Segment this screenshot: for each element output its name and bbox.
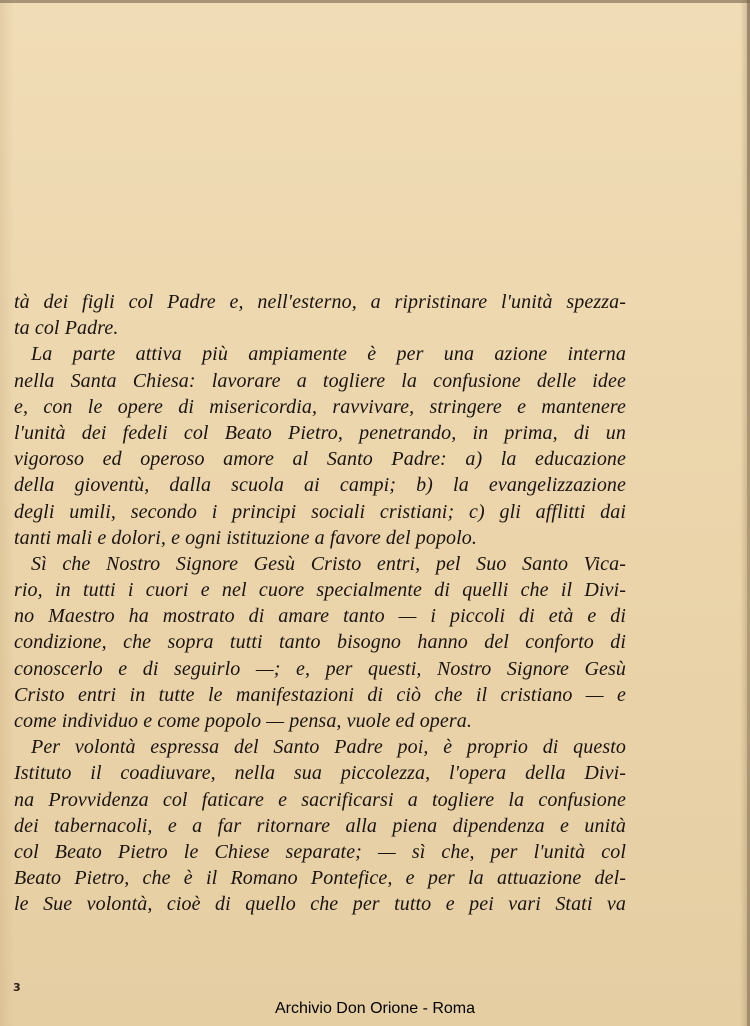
- text-line: nella Santa Chiesa: lavorare a togliere la confusione delle idee: [14, 369, 626, 392]
- page-top-edge: [0, 0, 750, 3]
- text-line: vigoroso ed operoso amore al Santo Padre: a) la educazione: [14, 448, 626, 471]
- text-line: ta col Padre.: [14, 317, 119, 340]
- text-line: na Provvidenza col faticare e sacrificarsi a togliere la confusione: [14, 788, 626, 811]
- text-line: e, con le opere di misericordia, ravvivare, stringere e mantenere: [14, 395, 626, 418]
- text-line: tà dei figli col Padre e, nell'esterno, a ripristinare l'unità spezza-: [14, 291, 626, 313]
- text-line: come individuo e come popolo — pensa, vuole ed opera.: [14, 710, 472, 732]
- body-text: [14, 289, 626, 918]
- text-line: le Sue volontà, cioè di quello che per tutto e pei vari Stati va: [14, 893, 626, 916]
- text-line: Beato Pietro, che è il Romano Pontefice, e per la attuazione del-: [14, 867, 626, 890]
- text-line: conoscerlo e di seguirlo —; e, per questi, Nostro Signore Gesù: [14, 657, 626, 680]
- text-line: dei tabernacoli, e a far ritornare alla piena dipendenza e unità: [14, 814, 626, 837]
- text-line: col Beato Pietro le Chiese separate; — sì che, per l'unità col: [14, 840, 626, 863]
- text-line: Istituto il coadiuvare, nella sua piccolezza, l'opera della Divi-: [14, 762, 626, 785]
- text-line: tanti mali e dolori, e ogni istituzione a favore del popolo.: [14, 526, 478, 549]
- text-line: Cristo entri in tutte le manifestazioni di ciò che il cristiano — e: [14, 683, 626, 706]
- text-line: Sì che Nostro Signore Gesù Cristo entri, pel Suo Santo Vica-: [31, 552, 626, 575]
- archive-watermark: Archivio Don Orione - Roma: [274, 1000, 476, 1017]
- text-line: della gioventù, dalla scuola ai campi; b) la evangelizzazione: [14, 474, 626, 497]
- text-line: degli umili, secondo i principi sociali cristiani; c) gli afflitti dai: [14, 500, 626, 523]
- text-line: Per volontà espressa del Santo Padre poi, è proprio di questo: [31, 736, 626, 759]
- text-line: l'unità dei fedeli col Beato Pietro, penetrando, in prima, di un: [14, 421, 626, 444]
- page-number: 3: [13, 981, 21, 994]
- text-line: condizione, che sopra tutti tanto bisogno hanno del conforto di: [14, 631, 626, 654]
- text-line: rio, in tutti i cuori e nel cuore specialmente di quelli che il Divi-: [14, 579, 626, 602]
- text-line: no Maestro ha mostrato di amare tanto — i piccoli di età e di: [14, 605, 626, 628]
- text-line: La parte attiva più ampiamente è per una azione interna: [31, 343, 626, 366]
